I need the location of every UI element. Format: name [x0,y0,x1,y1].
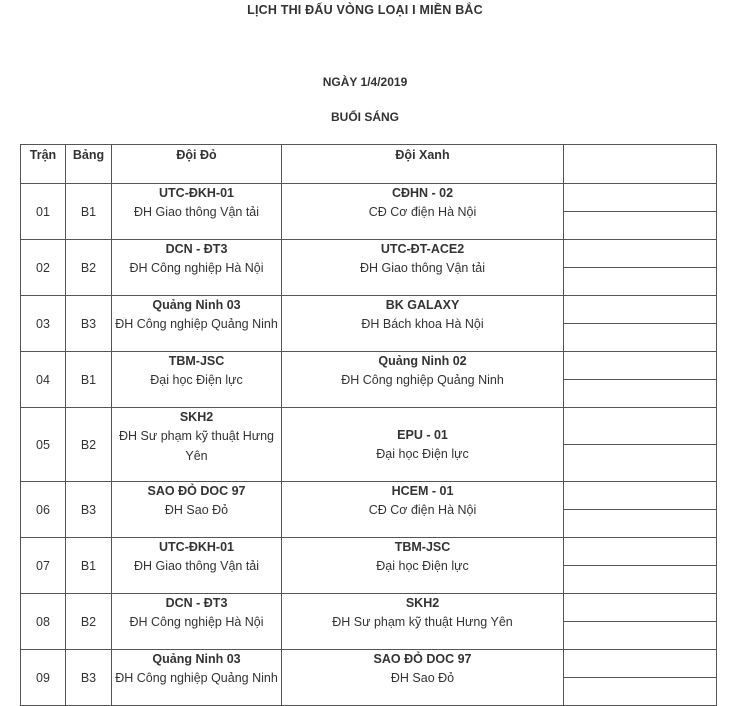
red-team-school: ĐH Công nghiệp Hà Nội [129,615,264,629]
score-cell-top [564,650,717,678]
score-cell-bottom [564,380,717,408]
match-group: B3 [66,482,112,538]
blue-team-code: SKH2 [405,596,440,610]
header-group: Bảng [66,145,112,184]
blue-team-code: UTC-ĐT-ACE2 [380,242,465,256]
table-row [21,184,717,212]
red-team-code: SAO ĐỎ DOC 97 [147,484,246,498]
blue-team-cell [282,482,564,538]
blue-team-code: TBM-JSC [394,540,451,554]
match-number: 06 [21,482,66,538]
blue-team-cell [282,594,564,650]
match-group: B1 [66,538,112,594]
score-cell-top [564,296,717,324]
blue-team-cell [282,184,564,240]
match-group: B1 [66,352,112,408]
red-team-school: ĐH Công nghiệp Hà Nội [129,261,264,275]
match-number: 01 [21,184,66,240]
table-row [21,296,717,324]
match-number: 04 [21,352,66,408]
blue-team-cell [282,538,564,594]
score-cell-top [564,538,717,566]
red-team-code: UTC-ĐKH-01 [159,186,234,200]
red-team-code: TBM-JSC [168,354,225,368]
blue-team-cell [282,240,564,296]
score-cell-bottom [564,445,717,482]
blue-team-school: CĐ Cơ điện Hà Nội [368,205,477,219]
score-cell-bottom [564,212,717,240]
red-team-cell [112,650,282,706]
red-team-code: Quảng Ninh 03 [152,298,241,312]
page-title: LỊCH THI ĐẤU VÒNG LOẠI I MIỀN BẮC [247,3,483,17]
score-cell-bottom [564,324,717,352]
score-cell-top [564,408,717,445]
red-team-code: DCN - ĐT3 [165,242,228,256]
match-group: B3 [66,296,112,352]
header-match: Trận [21,145,66,184]
blue-team-school: ĐH Công nghiệp Quảng Ninh [341,373,504,387]
red-team-school: ĐH Công nghiệp Quảng Ninh [115,317,278,331]
blue-team-school: ĐH Bách khoa Hà Nội [361,317,484,331]
red-team-school: Đại học Điện lực [150,373,243,387]
red-team-cell [112,482,282,538]
blue-team-code: Quảng Ninh 02 [378,354,467,368]
red-team-cell [112,296,282,352]
table-row [21,482,717,510]
session-label: BUỔI SÁNG [330,110,399,124]
red-team-school: ĐH Giao thông Vận tải [133,559,260,573]
red-team-code: Quảng Ninh 03 [152,652,241,666]
match-number: 07 [21,538,66,594]
match-number: 03 [21,296,66,352]
red-team-cell [112,184,282,240]
score-cell-top [564,594,717,622]
table-row [21,538,717,566]
match-number: 05 [21,408,66,482]
blue-team-code: HCEM - 01 [391,484,454,498]
match-number: 09 [21,650,66,706]
score-cell-top [564,240,717,268]
blue-team-school: Đại học Điện lực [376,446,469,461]
score-cell-bottom [564,678,717,706]
match-group: B2 [66,408,112,482]
blue-team-school: ĐH Giao thông Vận tải [359,261,486,275]
red-team-school: ĐH Công nghiệp Quảng Ninh [115,671,278,685]
score-cell-top [564,184,717,212]
match-group: B2 [66,240,112,296]
schedule-table [20,144,717,706]
match-group: B2 [66,594,112,650]
red-team-cell [112,408,282,482]
red-team-code: SKH2 [179,410,214,424]
header-blue-team: Đội Xanh [282,145,564,184]
red-team-school: ĐH Sư phạm kỹ thuật Hưng Yên [119,429,274,463]
red-team-code: DCN - ĐT3 [165,596,228,610]
blue-team-code: CĐHN - 02 [391,186,454,200]
schedule-date: NGÀY 1/4/2019 [322,75,408,89]
score-cell-top [564,352,717,380]
red-team-code: UTC-ĐKH-01 [159,540,234,554]
blue-team-school: CĐ Cơ điện Hà Nội [368,503,477,517]
blue-team-code: EPU - 01 [397,427,448,442]
red-team-cell [112,352,282,408]
score-cell-top [564,482,717,510]
blue-team-school: ĐH Sư phạm kỹ thuật Hưng Yên [332,615,513,629]
score-cell-bottom [564,268,717,296]
red-team-cell [112,240,282,296]
red-team-school: ĐH Giao thông Vận tải [133,205,260,219]
blue-team-school: Đại học Điện lực [376,559,469,573]
table-row [21,594,717,622]
blue-team-cell [282,408,564,482]
match-group: B1 [66,184,112,240]
score-cell-bottom [564,566,717,594]
blue-team-cell [282,296,564,352]
red-team-cell [112,594,282,650]
header-row [21,145,717,184]
match-number: 02 [21,240,66,296]
red-team-school: ĐH Sao Đỏ [164,503,229,517]
table-row [21,240,717,268]
blue-team-school: ĐH Sao Đỏ [390,671,455,685]
score-cell-bottom [564,510,717,538]
score-cell-bottom [564,622,717,650]
table-row [21,352,717,380]
blue-team-cell [282,650,564,706]
header-score [564,145,717,184]
table-row [21,650,717,678]
header-red-team: Đội Đỏ [112,145,282,184]
blue-team-cell [282,352,564,408]
match-group: B3 [66,650,112,706]
table-row [21,408,717,445]
match-number: 08 [21,594,66,650]
blue-team-code: SAO ĐỎ DOC 97 [373,652,472,666]
blue-team-code: BK GALAXY [385,298,460,312]
red-team-cell [112,538,282,594]
